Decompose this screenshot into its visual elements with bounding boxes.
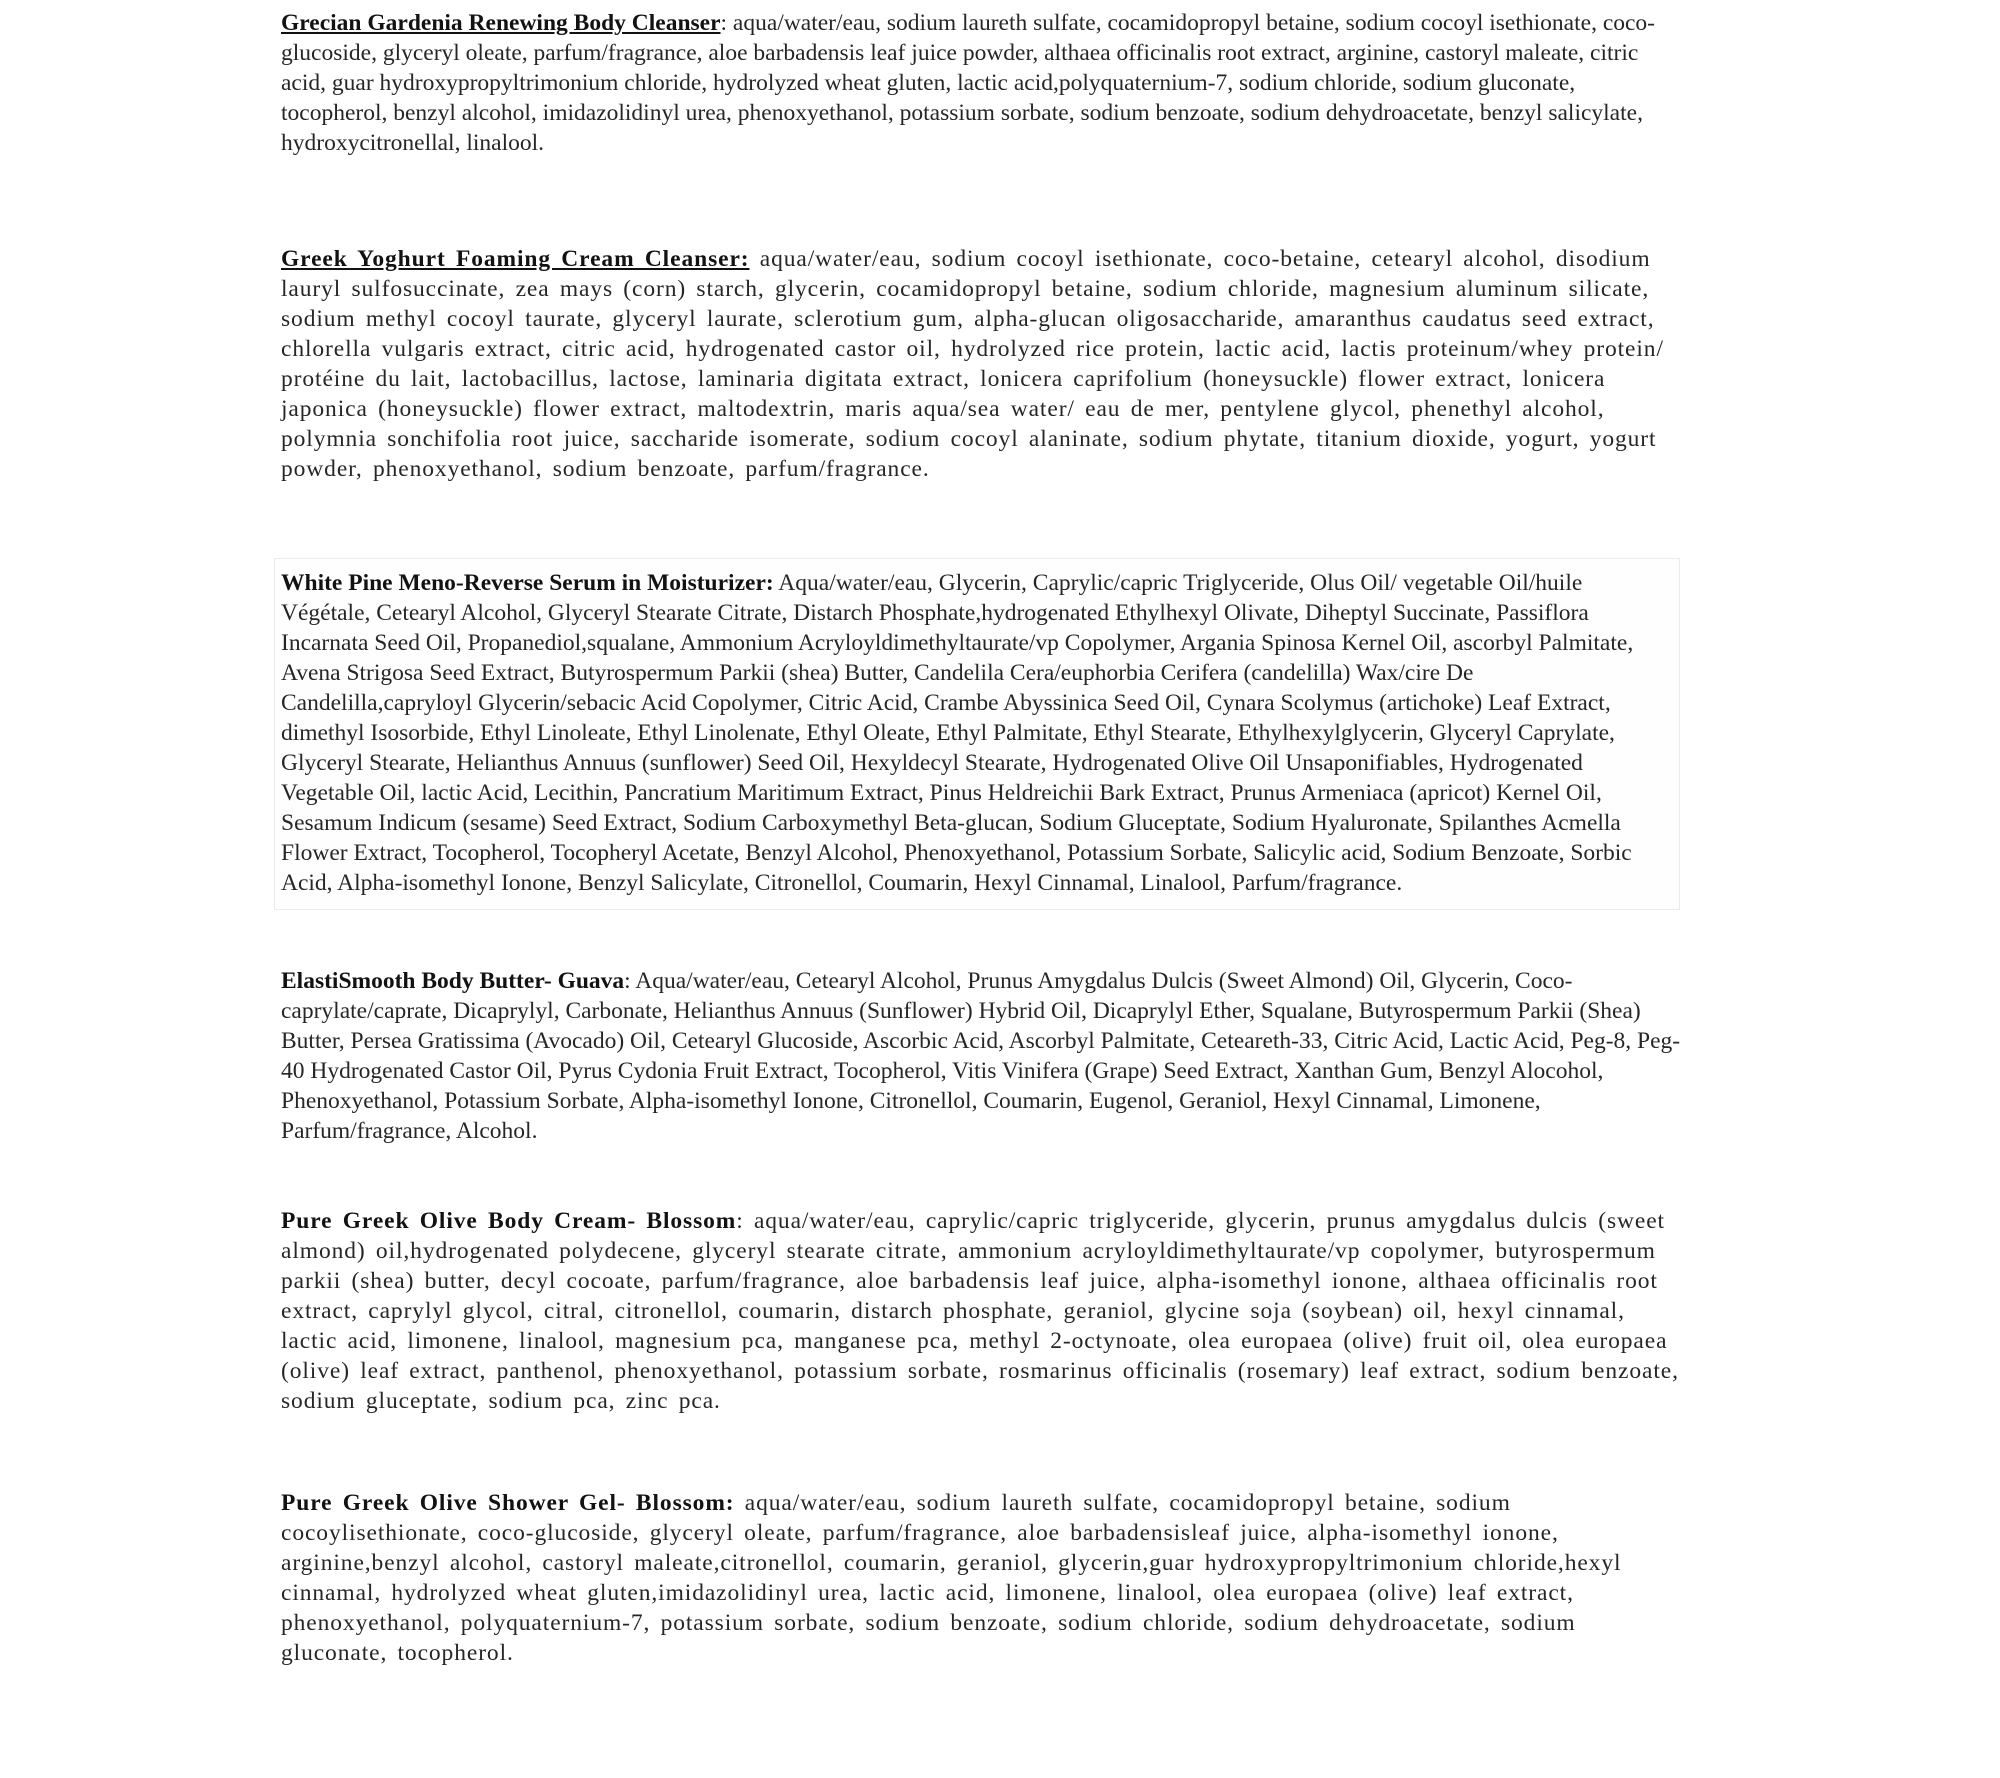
ingredients-text-grecian-gardenia: : aqua/water/eau, sodium laureth sulfate, cocamidopropyl betaine, sodium cocoyl isethionate, coco-glucoside, glyceryl oleate, parfum/fragrance, aloe barbadensis leaf juice powder, althaea officinalis root extract, arginine, castoryl maleate, citric acid, guar hydroxypropyltrimonium chloride, hydrolyzed wheat gluten, lactic acid,polyquaternium-7, sodium chloride, sodium gluconate, tocopherol, benzyl alcohol, imidazolidinyl urea, phenoxyethanol, potassium sorbate, sodium benzoate, sodium dehydroacetate, benzyl salicylate, hydroxycitronellal, linalool. [281, 10, 1656, 156]
product-title-greek-yoghurt: Greek Yoghurt Foaming Cream Cleanser: [281, 246, 750, 272]
paragraph-greek-yoghurt-cream-cleanser [281, 244, 1681, 484]
ingredients-text-olive-shower-gel: aqua/water/eau, sodium laureth sulfate, cocamidopropyl betaine, sodium cocoylisethionate, coco-glucoside, glyceryl oleate, parfum/fragrance, aloe barbadensisleaf juice, alpha-isomethyl ionone, arginine,benzyl alcohol, castoryl maleate,citronellol, coumarin, geraniol, glycerin,guar hydroxypropyltrimonium chloride,hexyl cinnamal, hydrolyzed wheat gluten,imidazolidinyl urea, lactic acid, limonene, linalool, olea europaea (olive) leaf extract, phenoxyethanol, polyquaternium-7, potassium sorbate, sodium benzoate, sodium chloride, sodium dehydroacetate, sodium gluconate, tocopherol. [281, 1490, 1622, 1666]
ingredients-text-white-pine: Aqua/water/eau, Glycerin, Caprylic/capric Triglyceride, Olus Oil/ vegetable Oil/huile Végétale, Cetearyl Alcohol, Glyceryl Stearate Citrate, Distarch Phosphate,hydrogenated Ethylhexyl Olivate, Diheptyl Succinate, Passiflora Incarnata Seed Oil, Propanediol,squalane, Ammonium Acryloyldimethyltaurate/vp Copolymer, Argania Spinosa Kernel Oil, ascorbyl Palmitate, Avena Strigosa Seed Extract, Butyrospermum Parkii (shea) Butter, Candelila Cera/euphorbia Cerifera (candelilla) Wax/cire De Candelilla,capryloyl Glycerin/sebacic Acid Copolymer, Citric Acid, Crambe Abyssinica Seed Oil, Cynara Scolymus (artichoke) Leaf Extract, dimethyl Isosorbide, Ethyl Linoleate, Ethyl Linolenate, Ethyl Oleate, Ethyl Palmitate, Ethyl Stearate, Ethylhexylglycerin, Glyceryl Caprylate, Glyceryl Stearate, Helianthus Annuus (sunflower) Seed Oil, Hexyldecyl Stearate, Hydrogenated Olive Oil Unsaponifiables, Hydrogenated Vegetable Oil, lactic Acid, Lecithin, Pancratium Maritimum Extract, Pinus Heldreichii Bark Extract, Prunus Armeniaca (apricot) Kernel Oil, Sesamum Indicum (sesame) Seed Extract, Sodium Carboxymethyl Beta-glucan, Sodium Gluceptate, Sodium Hyaluronate, Spilanthes Acmella Flower Extract, Tocopherol, Tocopheryl Acetate, Benzyl Alcohol, Phenoxyethanol, Potassium Sorbate, Salicylic acid, Sodium Benzoate, Sorbic Acid, Alpha-isomethyl Ionone, Benzyl Salicylate, Citronellol, Coumarin, Hexyl Cinnamal, Linalool, Parfum/fragrance. [281, 570, 1634, 896]
ingredients-text-elastismooth: : Aqua/water/eau, Cetearyl Alcohol, Prunus Amygdalus Dulcis (Sweet Almond) Oil, Glycerin, Coco-caprylate/caprate, Dicaprylyl, Carbonate, Helianthus Annuus (Sunflower) Hybrid Oil, Dicaprylyl Ether, Squalane, Butyrospermum Parkii (Shea) Butter, Persea Gratissima (Avocado) Oil, Cetearyl Glucoside, Ascorbic Acid, Ascorbyl Palmitate, Ceteareth-33, Citric Acid, Lactic Acid, Peg-8, Peg-40 Hydrogenated Castor Oil, Pyrus Cydonia Fruit Extract, Tocopherol, Vitis Vinifera (Grape) Seed Extract, Xanthan Gum, Benzyl Alocohol, Phenoxyethanol, Potassium Sorbate, Alpha-isomethyl Ionone, Citronellol, Coumarin, Eugenol, Geraniol, Hexyl Cinnamal, Limonene, Parfum/fragrance, Alcohol. [281, 968, 1681, 1144]
paragraph-elastismooth-body-butter-guava [281, 966, 1681, 1146]
product-title-elastismooth: ElastiSmooth Body Butter- Guava [281, 968, 625, 994]
paragraph-grecian-gardenia-body-cleanser [281, 8, 1681, 158]
product-title-olive-shower-gel: Pure Greek Olive Shower Gel- Blossom: [281, 1490, 735, 1516]
ingredients-text-greek-yoghurt: aqua/water/eau, sodium cocoyl isethionate, coco-betaine, cetearyl alcohol, disodium lauryl sulfosuccinate, zea mays (corn) starch, glycerin, cocamidopropyl betaine, sodium chloride, magnesium aluminum silicate, sodium methyl cocoyl taurate, glyceryl laurate, sclerotium gum, alpha-glucan oligosaccharide, amaranthus caudatus seed extract, chlorella vulgaris extract, citric acid, hydrogenated castor oil, hydrolyzed rice protein, lactic acid, lactis proteinum/whey protein/ protéine du lait, lactobacillus, lactose, laminaria digitata extract, lonicera caprifolium (honeysuckle) flower extract, lonicera japonica (honeysuckle) flower extract, maltodextrin, maris aqua/sea water/ eau de mer, pentylene glycol, phenethyl alcohol, polymnia sonchifolia root juice, saccharide isomerate, sodium cocoyl alaninate, sodium phytate, titanium dioxide, yogurt, yogurt powder, phenoxyethanol, sodium benzoate, parfum/fragrance. [281, 246, 1664, 482]
paragraph-pure-greek-olive-body-cream [281, 1206, 1681, 1416]
ingredients-text-olive-body-cream: : aqua/water/eau, caprylic/capric triglyceride, glycerin, prunus amygdalus dulcis (sweet almond) oil,hydrogenated polydecene, glyceryl stearate citrate, ammonium acryloyldimethyltaurate/vp copolymer, butyrospermum parkii (shea) butter, decyl cocoate, parfum/fragrance, aloe barbadensis leaf juice, alpha-isomethyl ionone, althaea officinalis root extract, caprylyl glycol, citral, citronellol, coumarin, distarch phosphate, geraniol, glycine soja (soybean) oil, hexyl cinnamal, lactic acid, limonene, linalool, magnesium pca, manganese pca, methyl 2-octynoate, olea europaea (olive) fruit oil, olea europaea (olive) leaf extract, panthenol, phenoxyethanol, potassium sorbate, rosmarinus officinalis (rosemary) leaf extract, sodium benzoate, sodium gluceptate, sodium pca, zinc pca. [281, 1208, 1679, 1414]
paragraph-white-pine-serum-moisturizer [281, 568, 1663, 898]
highlighted-paragraph-box [274, 558, 1680, 910]
product-title-olive-body-cream: Pure Greek Olive Body Cream- Blossom [281, 1208, 737, 1234]
product-title-white-pine: White Pine Meno-Reverse Serum in Moisturizer: [281, 570, 774, 596]
paragraph-pure-greek-olive-shower-gel [281, 1488, 1681, 1668]
product-title-grecian-gardenia: Grecian Gardenia Renewing Body Cleanser [281, 10, 721, 36]
